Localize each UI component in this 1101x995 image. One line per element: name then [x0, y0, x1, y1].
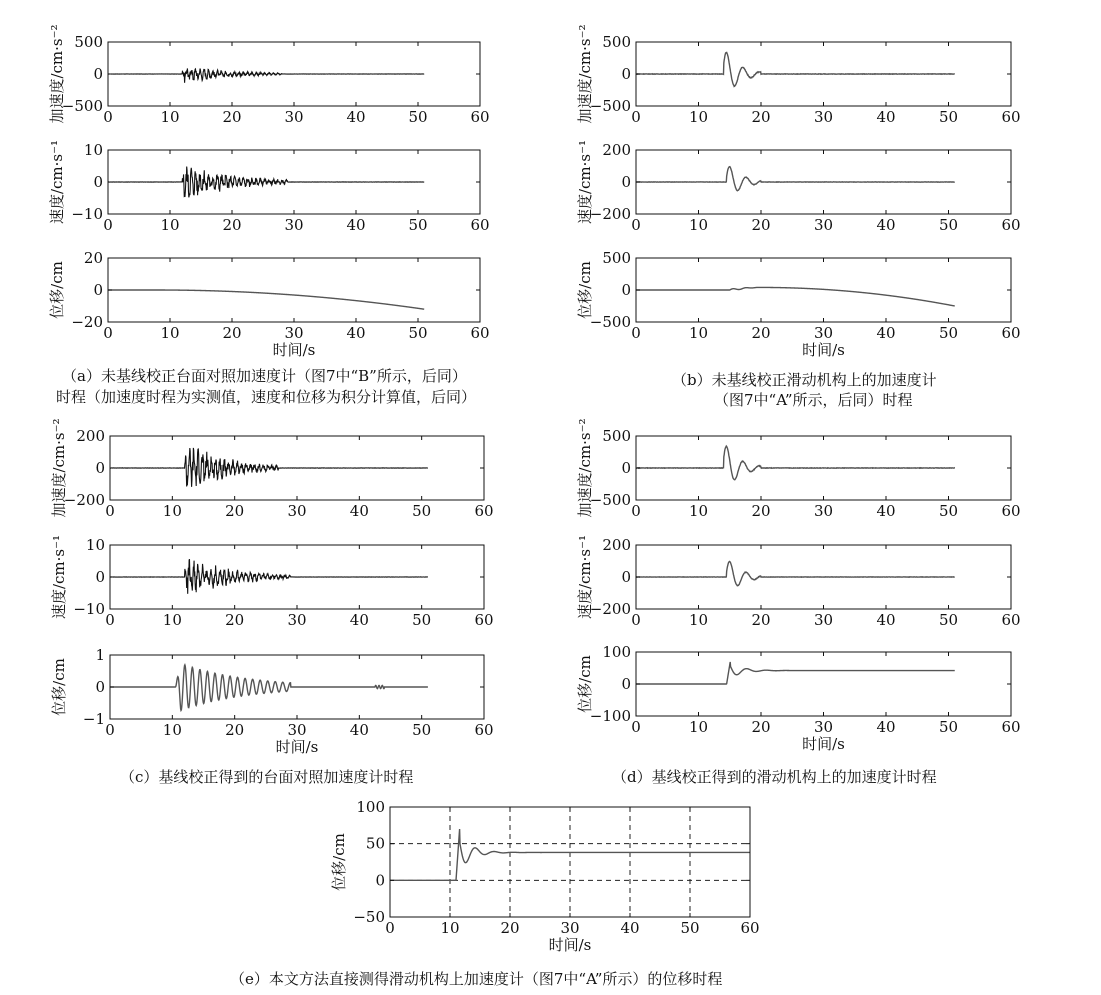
- x-tick-label: 50: [938, 216, 959, 234]
- x-axis-label: 时间/s: [272, 341, 316, 359]
- x-tick-label: 40: [346, 324, 366, 342]
- y-tick-label: −500: [589, 313, 631, 331]
- x-tick-label: 40: [346, 216, 366, 234]
- caption-e: （e）本文方法直接测得滑动机构上加速度计（图7中“A”所示）的位移时程: [230, 970, 723, 988]
- x-tick-label: 50: [938, 611, 959, 629]
- y-tick-label: 0: [621, 173, 631, 191]
- chart-a1: [48, 24, 490, 126]
- chart-b1: [576, 24, 1021, 126]
- x-tick-label: 50: [412, 502, 432, 520]
- x-tick-label: 10: [688, 502, 709, 520]
- x-tick-label: 40: [620, 919, 640, 937]
- x-tick-label: 10: [160, 216, 180, 234]
- y-tick-label: 0: [621, 675, 631, 693]
- x-tick-label: 0: [631, 324, 641, 342]
- y-axis-label: 加速度/cm·s⁻²: [576, 418, 594, 518]
- x-tick-label: 50: [408, 216, 428, 234]
- series-line: [108, 167, 424, 198]
- y-tick-label: −50: [353, 908, 385, 926]
- series-line: [636, 52, 955, 86]
- x-tick-label: 20: [751, 718, 771, 736]
- x-tick-label: 0: [631, 718, 641, 736]
- y-tick-label: −10: [73, 600, 105, 618]
- y-tick-label: 500: [602, 249, 631, 267]
- x-tick-label: 20: [225, 721, 245, 739]
- x-tick-label: 30: [287, 502, 307, 520]
- x-tick-label: 10: [688, 324, 709, 342]
- x-tick-label: 10: [162, 502, 182, 520]
- y-tick-label: −100: [589, 707, 631, 725]
- caption-d: （d）基线校正得到的滑动机构上的加速度计时程: [612, 768, 937, 786]
- x-tick-label: 40: [349, 721, 369, 739]
- x-tick-label: 20: [222, 324, 242, 342]
- y-tick-label: 1: [95, 646, 105, 664]
- x-tick-label: 30: [284, 108, 304, 126]
- y-tick-label: 0: [95, 568, 105, 586]
- chart-b2: [576, 140, 1021, 234]
- x-tick-label: 30: [813, 108, 834, 126]
- x-axis-label: 时间/s: [275, 738, 319, 756]
- x-tick-label: 30: [284, 324, 304, 342]
- x-tick-label: 40: [876, 718, 896, 736]
- y-tick-label: 0: [95, 678, 105, 696]
- x-tick-label: 20: [500, 919, 520, 937]
- x-tick-label: 0: [631, 502, 641, 520]
- x-tick-label: 50: [938, 324, 959, 342]
- x-tick-label: 0: [103, 108, 113, 126]
- x-tick-label: 0: [105, 502, 115, 520]
- x-tick-label: 40: [876, 324, 896, 342]
- x-tick-label: 0: [103, 216, 113, 234]
- series-line: [110, 559, 428, 594]
- chart-e1: [330, 798, 760, 954]
- chart-d2: [576, 535, 1021, 629]
- y-tick-label: −500: [589, 97, 631, 115]
- y-tick-label: 200: [602, 536, 631, 554]
- x-tick-label: 60: [740, 919, 760, 937]
- y-tick-label: 0: [621, 459, 631, 477]
- y-tick-label: 100: [602, 643, 631, 661]
- x-tick-label: 0: [105, 611, 115, 629]
- x-tick-label: 20: [751, 324, 771, 342]
- x-tick-label: 60: [470, 216, 490, 234]
- y-tick-label: −20: [71, 313, 103, 331]
- chart-d3: [576, 643, 1021, 753]
- x-tick-label: 30: [560, 919, 580, 937]
- x-tick-label: 30: [813, 502, 834, 520]
- x-tick-label: 10: [688, 216, 709, 234]
- x-tick-label: 40: [876, 502, 896, 520]
- chart-a3: [48, 249, 490, 359]
- x-tick-label: 50: [408, 108, 428, 126]
- chart-c2: [50, 535, 494, 629]
- x-tick-label: 20: [225, 502, 245, 520]
- x-tick-label: 50: [938, 718, 959, 736]
- y-axis-label: 位移/cm: [330, 833, 348, 891]
- y-tick-label: 500: [602, 427, 631, 445]
- x-tick-label: 20: [751, 502, 771, 520]
- x-tick-label: 30: [813, 324, 834, 342]
- x-tick-label: 20: [222, 216, 242, 234]
- x-tick-label: 50: [408, 324, 428, 342]
- chart-d1: [576, 418, 1021, 520]
- x-tick-label: 10: [162, 611, 182, 629]
- y-tick-label: 0: [621, 65, 631, 83]
- x-tick-label: 40: [349, 502, 369, 520]
- x-tick-label: 50: [938, 108, 959, 126]
- series-line: [636, 561, 955, 585]
- caption-b-line2: （图7中“A”所示，后同）时程: [714, 391, 913, 409]
- y-tick-label: 10: [85, 536, 105, 554]
- y-tick-label: 500: [602, 33, 631, 51]
- y-tick-label: 50: [365, 834, 385, 853]
- y-axis-label: 位移/cm: [576, 261, 594, 319]
- caption-b-line1: （b）未基线校正滑动机构上的加速度计: [672, 371, 937, 389]
- y-tick-label: 0: [93, 173, 103, 191]
- y-tick-label: −500: [589, 491, 631, 509]
- x-tick-label: 0: [631, 108, 641, 126]
- x-tick-label: 10: [160, 108, 180, 126]
- x-tick-label: 40: [349, 611, 369, 629]
- y-tick-label: −200: [589, 600, 631, 618]
- y-tick-label: 0: [375, 871, 385, 890]
- x-tick-label: 40: [346, 108, 366, 126]
- y-axis-label: 位移/cm: [48, 261, 66, 319]
- x-tick-label: 30: [287, 721, 307, 739]
- x-tick-label: 50: [412, 611, 432, 629]
- chart-a2: [48, 140, 490, 234]
- x-tick-label: 30: [813, 216, 834, 234]
- y-tick-label: 10: [83, 141, 103, 159]
- series-line: [110, 448, 428, 487]
- y-axis-label: 位移/cm: [576, 655, 594, 713]
- y-tick-label: 20: [83, 249, 103, 267]
- x-tick-label: 0: [385, 919, 395, 937]
- y-tick-label: 500: [74, 33, 103, 51]
- x-tick-label: 60: [1001, 216, 1021, 234]
- series-line: [636, 167, 955, 191]
- y-tick-label: −200: [63, 491, 105, 509]
- x-tick-label: 60: [470, 324, 490, 342]
- y-tick-label: 0: [93, 65, 103, 83]
- x-tick-label: 40: [876, 108, 896, 126]
- series-line: [636, 446, 955, 480]
- x-tick-label: 10: [688, 611, 709, 629]
- x-tick-label: 60: [1001, 611, 1021, 629]
- x-tick-label: 10: [440, 919, 460, 937]
- x-tick-label: 60: [1001, 718, 1021, 736]
- x-tick-label: 20: [751, 611, 771, 629]
- series-line: [108, 290, 424, 309]
- caption-a-line2: 时程（加速度时程为实测值，速度和位移为积分计算值，后同）: [56, 388, 477, 406]
- x-tick-label: 30: [813, 718, 834, 736]
- x-tick-label: 50: [412, 721, 432, 739]
- x-tick-label: 60: [474, 502, 494, 520]
- x-tick-label: 60: [1001, 502, 1021, 520]
- y-axis-label: 速度/cm·s⁻¹: [576, 534, 594, 620]
- x-axis-label: 时间/s: [802, 341, 845, 359]
- y-tick-label: 200: [602, 141, 631, 159]
- x-tick-label: 0: [105, 721, 115, 739]
- y-axis-label: 加速度/cm·s⁻²: [50, 418, 68, 518]
- y-axis-label: 速度/cm·s⁻¹: [48, 139, 66, 225]
- x-tick-label: 0: [631, 611, 641, 629]
- y-tick-label: 200: [76, 427, 105, 445]
- chart-b3: [576, 249, 1021, 359]
- series-line: [636, 287, 955, 306]
- y-tick-label: 0: [621, 281, 631, 299]
- x-tick-label: 60: [474, 611, 494, 629]
- y-tick-label: 0: [95, 459, 105, 477]
- x-tick-label: 60: [1001, 324, 1021, 342]
- chart-c3: [50, 646, 494, 756]
- x-tick-label: 20: [222, 108, 242, 126]
- x-tick-label: 0: [631, 216, 641, 234]
- y-tick-label: −500: [61, 97, 103, 115]
- y-axis-label: 加速度/cm·s⁻²: [576, 24, 594, 124]
- y-axis-label: 加速度/cm·s⁻²: [48, 24, 66, 124]
- y-tick-label: −200: [589, 205, 631, 223]
- x-tick-label: 30: [813, 611, 834, 629]
- y-tick-label: −1: [82, 710, 105, 728]
- x-tick-label: 40: [876, 611, 896, 629]
- y-tick-label: 100: [356, 798, 385, 816]
- x-tick-label: 20: [225, 611, 245, 629]
- y-axis-label: 位移/cm: [50, 658, 68, 716]
- x-axis-label: 时间/s: [548, 936, 592, 954]
- x-axis-label: 时间/s: [802, 735, 845, 753]
- y-tick-label: −10: [71, 205, 103, 223]
- x-tick-label: 0: [103, 324, 113, 342]
- series-line: [636, 662, 955, 684]
- x-tick-label: 30: [287, 611, 307, 629]
- caption-c: （c）基线校正得到的台面对照加速度计时程: [120, 768, 414, 786]
- x-tick-label: 50: [938, 502, 959, 520]
- series-line: [108, 68, 424, 82]
- x-tick-label: 30: [284, 216, 304, 234]
- x-tick-label: 20: [751, 216, 771, 234]
- y-axis-label: 速度/cm·s⁻¹: [576, 139, 594, 225]
- x-tick-label: 10: [688, 718, 709, 736]
- y-axis-label: 速度/cm·s⁻¹: [50, 534, 68, 620]
- chart-c1: [50, 418, 494, 520]
- caption-a-line1: （a）未基线校正台面对照加速度计（图7中“B”所示，后同）: [62, 367, 467, 385]
- series-line: [110, 665, 428, 710]
- y-tick-label: 0: [93, 281, 103, 299]
- x-tick-label: 60: [1001, 108, 1021, 126]
- x-tick-label: 10: [162, 721, 182, 739]
- x-tick-label: 10: [160, 324, 180, 342]
- x-tick-label: 50: [680, 919, 700, 937]
- x-tick-label: 60: [474, 721, 494, 739]
- x-tick-label: 20: [751, 108, 771, 126]
- y-tick-label: 0: [621, 568, 631, 586]
- x-tick-label: 10: [688, 108, 709, 126]
- x-tick-label: 40: [876, 216, 896, 234]
- x-tick-label: 60: [470, 108, 490, 126]
